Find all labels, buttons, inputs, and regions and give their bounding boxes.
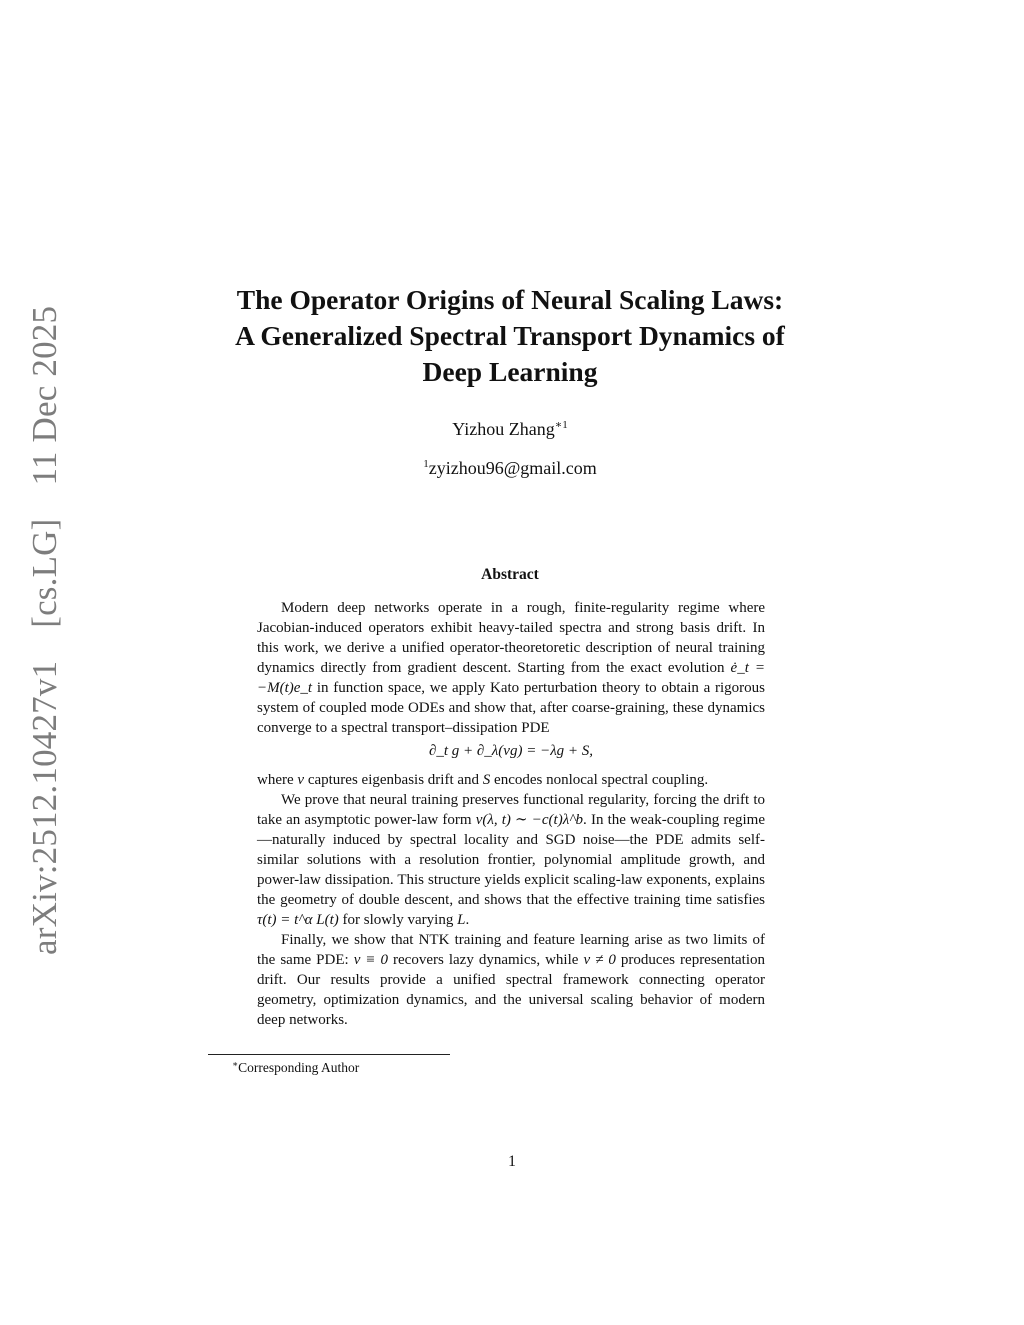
footnote-rule bbox=[208, 1054, 450, 1055]
abstract-paragraph bbox=[257, 770, 765, 790]
author-marks: ∗1 bbox=[554, 419, 568, 431]
abstract-text: Finally, we show that NTK training and feature learning arise as two limits of the same PDE: bbox=[257, 932, 765, 968]
abstract-paragraph bbox=[257, 790, 765, 930]
arxiv-category: [cs.LG] bbox=[25, 518, 64, 628]
abstract-text: encodes nonlocal spectral coupling. bbox=[490, 772, 709, 788]
abstract-paragraph bbox=[257, 930, 765, 1030]
page-number: 1 bbox=[508, 1153, 516, 1170]
inline-equation: ė_t = −M(t)e_t bbox=[257, 660, 765, 696]
abstract-text: for slowly varying bbox=[338, 912, 458, 928]
footnote-mark: ∗ bbox=[232, 1059, 239, 1069]
arxiv-identifier-stamp bbox=[22, 305, 68, 955]
inline-equation: v ≡ 0 bbox=[353, 952, 389, 968]
abstract-text: produces representation drift. Our results provide a unified spectral framework connecting operator geometry, optimization dynamics, and the universal scaling behavior of modern deep networks. bbox=[257, 952, 765, 1028]
paper-title bbox=[200, 282, 820, 390]
footnote bbox=[232, 1059, 359, 1077]
arxiv-id: arXiv:2512.10427v1 bbox=[25, 660, 64, 955]
author-name: Yizhou Zhang bbox=[452, 419, 555, 439]
inline-equation: τ(t) = t^α L(t) bbox=[257, 912, 339, 928]
abstract-body bbox=[257, 598, 765, 1030]
abstract-text: captures eigenbasis drift and bbox=[304, 772, 483, 788]
affiliation-line bbox=[200, 457, 820, 479]
author-email: zyizhou96@gmail.com bbox=[428, 458, 597, 478]
inline-math: L bbox=[457, 912, 466, 928]
title-block bbox=[200, 282, 820, 479]
abstract-paragraph bbox=[257, 598, 765, 738]
abstract-text: We prove that neural training preserves functional regularity, forcing the drift to take an asymptotic power-law form bbox=[257, 792, 765, 828]
arxiv-date: 11 Dec 2025 bbox=[25, 305, 64, 486]
abstract-text: recovers lazy dynamics, while bbox=[388, 952, 584, 968]
footnote-text: Corresponding Author bbox=[238, 1060, 360, 1075]
inline-equation: v(λ, t) ∼ −c(t)λ^b bbox=[475, 812, 584, 828]
abstract-text: in function space, we apply Kato perturbation theory to obtain a rigorous system of coupled mode ODEs and show that, after coarse-graining, these dynamics converge to a spectral transport–dissipation PDE bbox=[257, 680, 765, 736]
inline-equation: v ≠ 0 bbox=[583, 952, 616, 968]
abstract-text: where bbox=[257, 772, 298, 788]
display-equation: ∂_t g + ∂_λ(vg) = −λg + S, bbox=[428, 743, 594, 759]
title-line: The Operator Origins of Neural Scaling Laws: bbox=[236, 284, 784, 315]
affiliation-mark: 1 bbox=[423, 458, 429, 470]
inline-math: v bbox=[297, 772, 305, 788]
abstract-text: . bbox=[465, 912, 470, 928]
inline-math: S bbox=[482, 772, 491, 788]
title-line: A Generalized Spectral Transport Dynamics of bbox=[235, 320, 785, 351]
abstract-heading: Abstract bbox=[481, 566, 539, 583]
title-line: Deep Learning bbox=[422, 356, 598, 387]
abstract-text: . In the weak-coupling regime—naturally induced by spectral locality and SGD noise—the PDE admits self-similar solutions with a resolution frontier, polynomial amplitude growth, and power-law dissipation. This structure yields explicit scaling-law exponents, explains the geometry of double descent, and shows that the effective training time satisfies bbox=[257, 812, 765, 908]
author-line bbox=[200, 418, 820, 440]
abstract-text: Modern deep networks operate in a rough, finite-regularity regime where Jacobian-induced operators exhibit heavy-tailed spectra and strong basis drift. In this work, we derive a unified operator-theoretoretic description of neural training dynamics directly from gradient descent. Starting from the exact evolution bbox=[257, 600, 765, 676]
